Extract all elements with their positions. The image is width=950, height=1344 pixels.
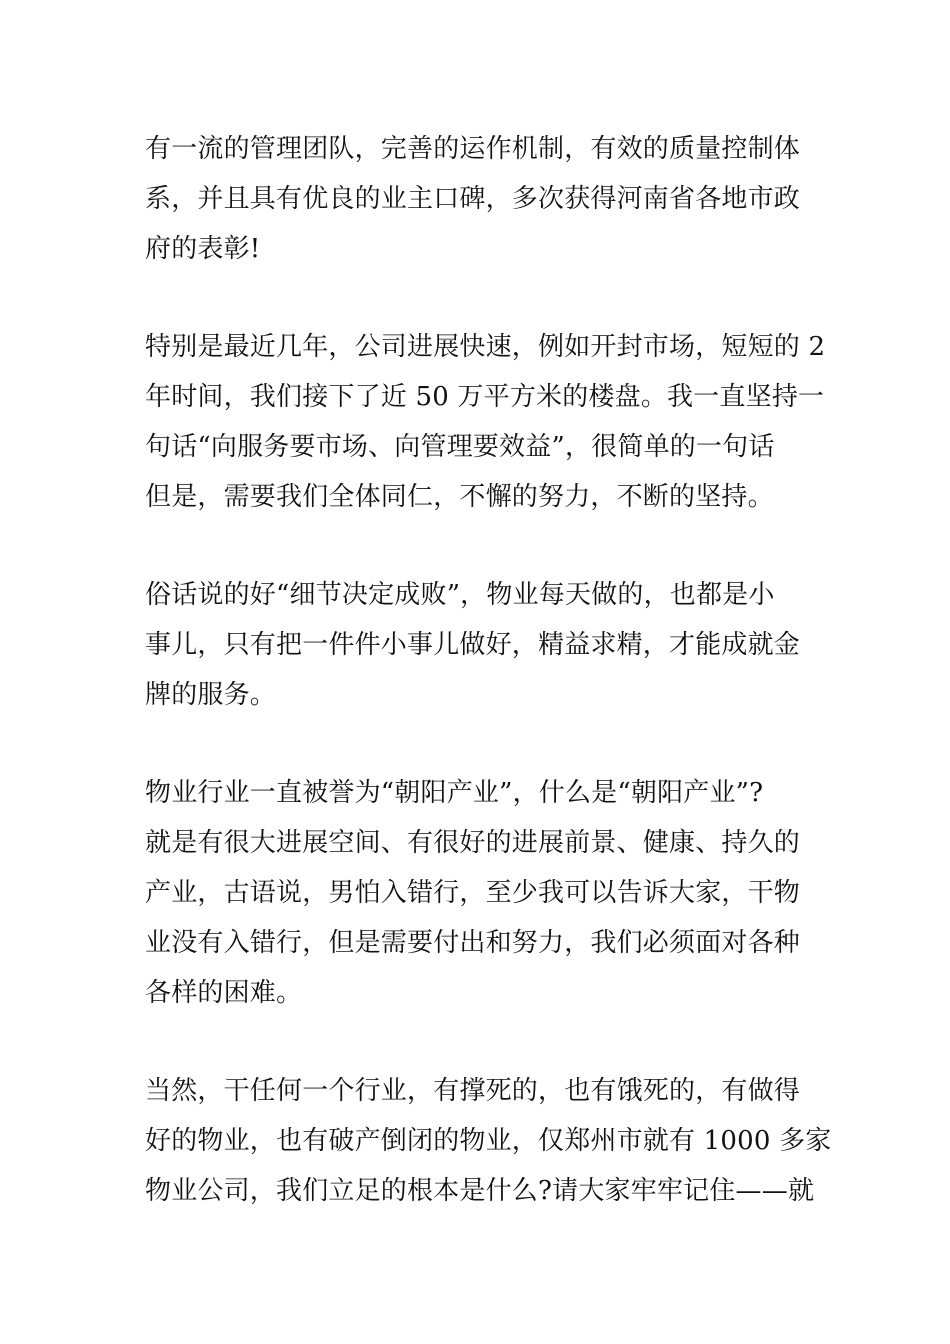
paragraph-line: 府的表彰! [145,234,261,264]
paragraph-1 [145,124,815,274]
paragraph-line: 业没有入错行，但是需要付出和努力，我们必须面对各种 [145,928,801,958]
paragraph-line: 特别是最近几年，公司进展快速，例如开封市场，短短的 2 [145,332,826,362]
paragraph-line: 产业，古语说，男怕入错行，至少我可以告诉大家，干物 [145,878,801,908]
paragraph-line: 有一流的管理团队，完善的运作机制，有效的质量控制体 [145,134,801,164]
paragraph-5 [145,1066,832,1216]
paragraph-line: 好的物业，也有破产倒闭的物业，仅郑州市就有 1000 多家 [145,1126,832,1156]
document-body [145,124,832,1264]
paragraph-line: 系，并且具有优良的业主口碑，多次获得河南省各地市政 [145,184,801,214]
paragraph-line: 各样的困难。 [145,978,303,1008]
paragraph-line: 当然，干任何一个行业，有撑死的，也有饿死的，有做得 [145,1076,801,1106]
paragraph-line: 物业行业一直被誉为“朝阳产业”，什么是“朝阳产业”? [145,778,764,808]
paragraph-line: 句话“向服务要市场、向管理要效益”，很简单的一句话 [145,432,775,462]
paragraph-line: 牌的服务。 [145,680,277,710]
paragraph-line: 俗话说的好“细节决定成败”，物业每天做的，也都是小 [145,580,775,610]
paragraph-2 [145,322,826,522]
paragraph-line: 但是，需要我们全体同仁，不懈的努力，不断的坚持。 [145,482,774,512]
paragraph-line: 年时间，我们接下了近 50 万平方米的楼盘。我一直坚持一 [145,382,825,412]
paragraph-line: 事儿，只有把一件件小事儿做好，精益求精，才能成就金 [145,630,801,660]
paragraph-4 [145,768,815,1018]
paragraph-3 [145,570,815,720]
paragraph-line: 物业公司，我们立足的根本是什么?请大家牢牢记住——就 [145,1176,815,1206]
paragraph-line: 就是有很大进展空间、有很好的进展前景、健康、持久的 [145,828,801,858]
